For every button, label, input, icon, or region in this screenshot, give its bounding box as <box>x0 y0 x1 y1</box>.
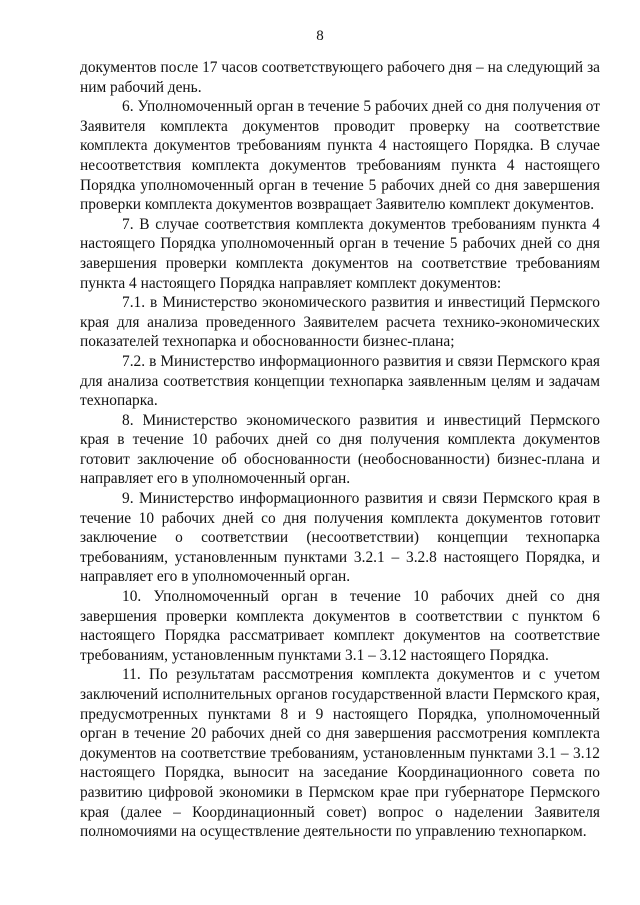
paragraph-item-7-1: 7.1. в Министерство экономического развития и инвестиций Пермского края для анализа проведенного Заявителем расчета технико-экономических показателей технопарка и обоснованности бизнес-плана; <box>80 294 600 351</box>
page-number: 8 <box>316 28 324 44</box>
paragraph-item-8: 8. Министерство экономического развития и инвестиций Пермского края в течение 10 рабочих дней со дня получения комплекта документов готовит заключение об обоснованности (необоснованности) бизнес-плана и направляет его в уполномоченный орган. <box>80 411 600 488</box>
document-body <box>80 58 600 842</box>
paragraph-item-6: 6. Уполномоченный орган в течение 5 рабочих дней со дня получения от Заявителя комплекта документов проводит проверку на соответствие комплекта документов требованиям пункта 4 настоящего Порядка. В случае несоответствия комплекта документов требованиям пункта 4 настоящего Порядка уполномоченный орган в течение 5 рабочих дней со дня завершения проверки комплекта документов возвращает Заявителю комплект документов. <box>80 98 600 214</box>
paragraph-continuation: документов после 17 часов соответствующего рабочего дня – на следующий за ним рабочий день. <box>80 59 600 96</box>
paragraph-item-10: 10. Уполномоченный орган в течение 10 рабочих дней со дня завершения проверки комплекта документов в соответствии с пунктом 6 настоящего Порядка рассматривает комплект документов на соответствие требованиям, установленным пунктами 3.1 – 3.12 настоящего Порядка. <box>80 588 600 664</box>
paragraph-item-9: 9. Министерство информационного развития и связи Пермского края в течение 10 рабочих дней со дня получения комплекта документов готовит заключение о соответствии (несоответствии) концепции технопарка требованиям, установленным пунктами 3.2.1 – 3.2.8 настоящего Порядка, и направляет его в уполномоченный орган. <box>80 490 600 586</box>
paragraph-item-7: 7. В случае соответствия комплекта документов требованиям пункта 4 настоящего Порядка уполномоченный орган в течение 5 рабочих дней со дня завершения проверки комплекта документов на соответствие требованиям пункта 4 настоящего Порядка направляет комплект документов: <box>80 215 600 292</box>
paragraph-item-7-2: 7.2. в Министерство информационного развития и связи Пермского края для анализа соответствия концепции технопарка заявленным целям и задачам технопарка. <box>80 352 600 410</box>
paragraph-item-11: 11. По результатам рассмотрения комплекта документов и с учетом заключений исполнительных органов государственной власти Пермского края, предусмотренных пунктами 8 и 9 настоящего Порядка, уполномоченный орган в течение 20 рабочих дней со дня завершения рассмотрения комплекта документов на соответствие требованиям, установленным пунктами 3.1 – 3.12 настоящего Порядка, выносит на заседание Координационного совета по развитию цифровой экономики в Пермском крае при губернаторе Пермского края (далее – Координационный совет) вопрос о наделении Заявителя полномочиями на осуществление деятельности по управлению технопарком. <box>80 666 600 841</box>
